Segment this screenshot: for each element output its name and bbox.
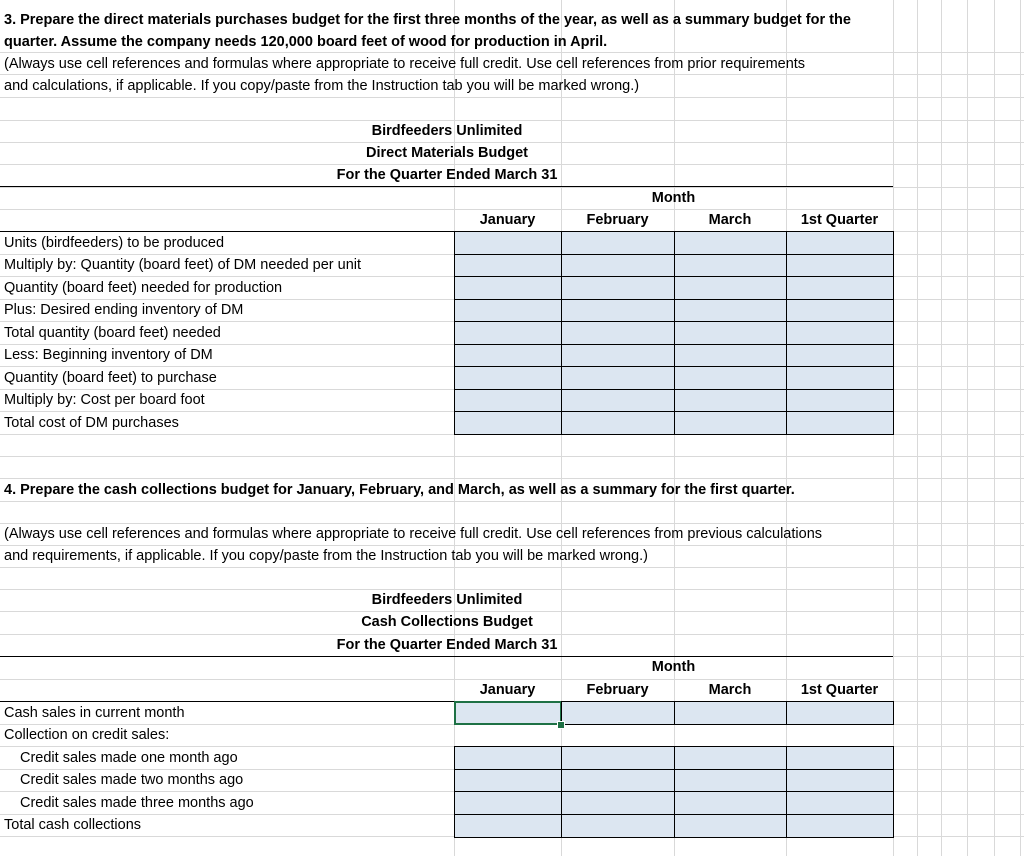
budget1-input-cell[interactable]: [454, 411, 562, 435]
budget2-input-cell[interactable]: [786, 769, 894, 792]
budget2-company: Birdfeeders Unlimited: [371, 592, 523, 608]
budget1-input-cell[interactable]: [561, 366, 675, 390]
budget1-input-cell[interactable]: [454, 254, 562, 277]
budget1-input-cell[interactable]: [561, 411, 675, 435]
budget2-input-cell[interactable]: [561, 746, 675, 770]
budget2-row-label: Credit sales made three months ago: [20, 795, 254, 811]
budget1-row-label: Total cost of DM purchases: [4, 415, 179, 431]
budget1-row-label: Units (birdfeeders) to be produced: [4, 235, 225, 251]
budget1-input-cell[interactable]: [674, 276, 787, 300]
budget2-period: For the Quarter Ended March 31: [336, 637, 558, 653]
budget2-input-cell[interactable]: [674, 746, 787, 770]
budget1-row-label: Multiply by: Quantity (board feet) of DM needed per unit: [4, 257, 362, 273]
budget2-row-label: Cash sales in current month: [4, 705, 185, 721]
budget2-input-cell[interactable]: [454, 814, 562, 838]
budget1-title: Direct Materials Budget: [366, 145, 528, 161]
budget1-row-label: Quantity (board feet) needed for production: [4, 280, 283, 296]
budget2-month-header: Month: [651, 659, 696, 675]
section4-note-line1: (Always use cell references and formulas where appropriate to receive full credit. Use cell references from previous calculations: [4, 526, 823, 542]
budget2-input-cell[interactable]: [561, 769, 675, 792]
budget1-input-cell[interactable]: [561, 321, 675, 345]
budget1-input-cell[interactable]: [454, 344, 562, 367]
section4-note-line2: and requirements, if applicable. If you copy/paste from the Instruction tab you will be marked wrong.): [4, 548, 648, 564]
budget1-input-cell[interactable]: [454, 231, 562, 255]
budget1-input-cell[interactable]: [786, 276, 894, 300]
budget1-input-cell[interactable]: [786, 321, 894, 345]
budget1-row-label: Quantity (board feet) to purchase: [4, 370, 217, 386]
section3-note-line1: (Always use cell references and formulas where appropriate to receive full credit. Use cell references from prior requirements: [4, 56, 806, 72]
budget1-input-cell[interactable]: [561, 231, 675, 255]
budget1-input-cell[interactable]: [786, 389, 894, 412]
section3-instruction-line1: 3. Prepare the direct materials purchases budget for the first three months of the year, as well as a summary budget for the: [4, 12, 851, 28]
budget1-month-header: Month: [651, 190, 696, 206]
budget2-row-label: Credit sales made one month ago: [20, 750, 238, 766]
budget2-input-cell[interactable]: [674, 791, 787, 815]
section4-instruction-line1: 4. Prepare the cash collections budget for January, February, and March, as well as a summary for the first quarter.: [4, 482, 795, 498]
budget2-col-february: February: [586, 682, 649, 698]
budget2-col-quarter: 1st Quarter: [800, 682, 879, 698]
budget1-row-label: Less: Beginning inventory of DM: [4, 347, 213, 363]
budget1-input-cell[interactable]: [674, 344, 787, 367]
budget1-input-cell[interactable]: [674, 389, 787, 412]
budget1-input-cell[interactable]: [561, 254, 675, 277]
section3-note-line2: and calculations, if applicable. If you copy/paste from the Instruction tab you will be marked wrong.): [4, 78, 640, 94]
budget1-col-march: March: [708, 212, 752, 228]
budget2-input-cell[interactable]: [786, 791, 894, 815]
budget1-row-label: Multiply by: Cost per board foot: [4, 392, 205, 408]
budget1-input-cell[interactable]: [674, 299, 787, 322]
budget1-input-cell[interactable]: [674, 231, 787, 255]
budget2-input-cell[interactable]: [786, 814, 894, 838]
budget1-input-cell[interactable]: [786, 254, 894, 277]
budget1-input-cell[interactable]: [674, 321, 787, 345]
budget2-input-cell[interactable]: [561, 701, 675, 725]
budget2-row-label: Credit sales made two months ago: [20, 772, 244, 788]
budget2-col-march: March: [708, 682, 752, 698]
section3-instruction-line2: quarter. Assume the company needs 120,000 board feet of wood for production in April.: [4, 34, 608, 50]
budget1-input-cell[interactable]: [674, 411, 787, 435]
budget1-col-february: February: [586, 212, 649, 228]
budget1-row-label: Plus: Desired ending inventory of DM: [4, 302, 244, 318]
budget1-col-quarter: 1st Quarter: [800, 212, 879, 228]
budget1-input-cell[interactable]: [786, 366, 894, 390]
budget2-row-label: Total cash collections: [4, 817, 142, 833]
budget1-input-cell[interactable]: [454, 389, 562, 412]
budget1-input-cell[interactable]: [561, 276, 675, 300]
budget2-input-cell[interactable]: [674, 769, 787, 792]
budget1-company: Birdfeeders Unlimited: [371, 123, 523, 139]
budget1-period: For the Quarter Ended March 31: [336, 167, 558, 183]
budget2-input-cell[interactable]: [454, 791, 562, 815]
budget1-col-january: January: [479, 212, 536, 228]
fill-handle[interactable]: [557, 721, 565, 729]
budget1-input-cell[interactable]: [561, 389, 675, 412]
budget1-input-cell[interactable]: [454, 321, 562, 345]
budget1-input-cell[interactable]: [454, 276, 562, 300]
budget2-input-cell[interactable]: [786, 746, 894, 770]
budget2-input-cell[interactable]: [454, 746, 562, 770]
budget2-input-cell-active[interactable]: [454, 701, 562, 725]
budget2-col-january: January: [479, 682, 536, 698]
budget2-input-cell[interactable]: [561, 791, 675, 815]
budget1-input-cell[interactable]: [561, 344, 675, 367]
budget2-title: Cash Collections Budget: [361, 614, 533, 630]
budget2-input-cell[interactable]: [786, 701, 894, 725]
budget2-input-cell[interactable]: [674, 701, 787, 725]
budget2-input-cell[interactable]: [674, 814, 787, 838]
budget1-input-cell[interactable]: [786, 299, 894, 322]
budget1-input-cell[interactable]: [786, 344, 894, 367]
budget1-input-cell[interactable]: [561, 299, 675, 322]
budget1-input-cell[interactable]: [786, 411, 894, 435]
budget1-input-cell[interactable]: [674, 254, 787, 277]
budget2-input-cell[interactable]: [561, 814, 675, 838]
budget2-input-cell[interactable]: [454, 769, 562, 792]
budget1-row-label: Total quantity (board feet) needed: [4, 325, 221, 341]
budget2-row-label: Collection on credit sales:: [4, 727, 170, 743]
budget1-input-cell[interactable]: [786, 231, 894, 255]
budget1-input-cell[interactable]: [454, 366, 562, 390]
budget1-input-cell[interactable]: [454, 299, 562, 322]
budget1-input-cell[interactable]: [674, 366, 787, 390]
